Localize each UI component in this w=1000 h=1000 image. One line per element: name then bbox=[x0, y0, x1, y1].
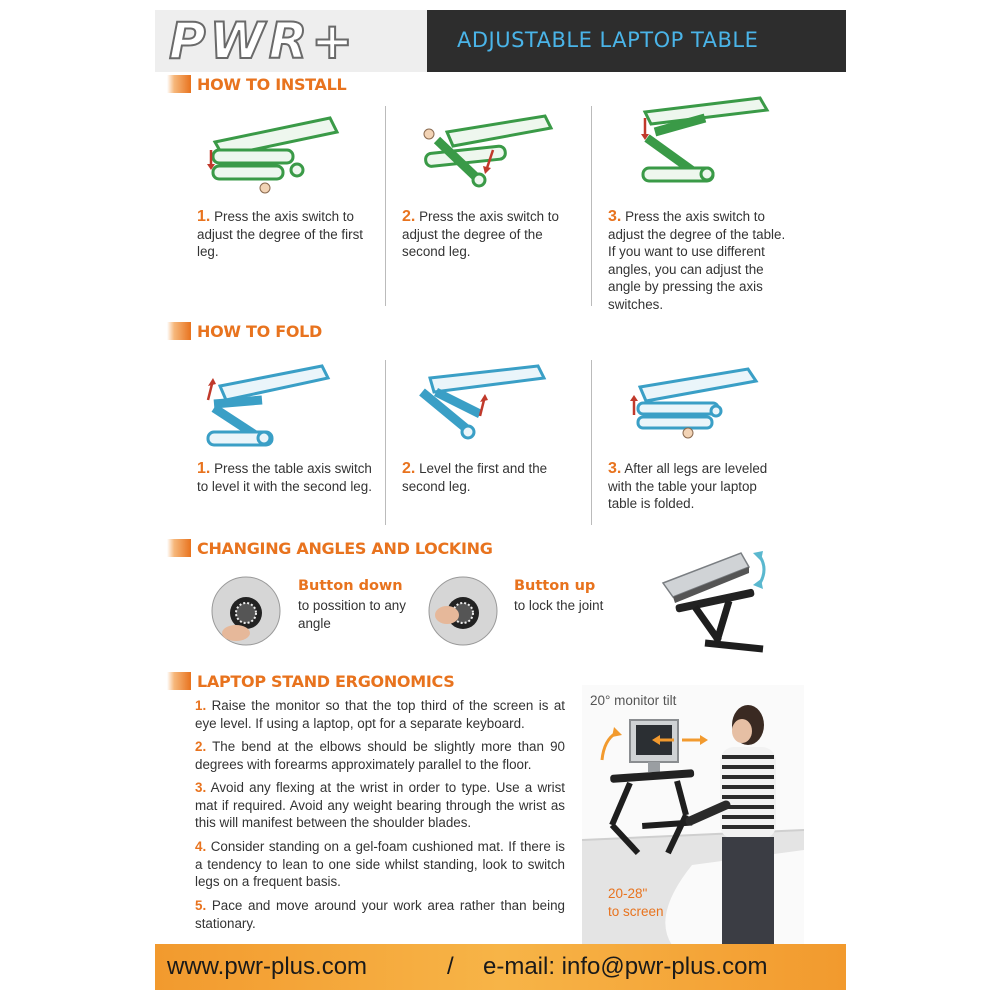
fold-step1-illustration bbox=[200, 360, 340, 455]
heading-bar-icon bbox=[167, 672, 191, 690]
ergonomics-heading-text: LAPTOP STAND ERGONOMICS bbox=[197, 671, 455, 691]
item-number: 5. bbox=[195, 898, 207, 913]
website-link[interactable]: www.pwr-plus.com bbox=[167, 953, 368, 980]
fold-heading bbox=[167, 320, 322, 342]
item-text: Consider standing on a gel-foam cushioned mat. If there is a tendency to lean to one side whilst standing, look to switch legs on a frequent basis. bbox=[195, 839, 565, 889]
fold-step2-illustration bbox=[410, 360, 550, 450]
step-number: 3. bbox=[608, 208, 622, 225]
product-sheet bbox=[155, 10, 846, 990]
arrow-up-icon bbox=[480, 400, 484, 416]
column-divider bbox=[385, 106, 386, 306]
button-down-description: to possition to any angle bbox=[298, 598, 406, 631]
item-text: The bend at the elbows should be slightly more than 90 degrees with forearms approximately parallel to the floor. bbox=[195, 739, 565, 772]
step-number: 2. bbox=[402, 208, 416, 225]
item-number: 3. bbox=[195, 780, 207, 795]
item-text: Avoid any flexing at the wrist in order to type. Use a wrist mat if required. Avoid any weight bearing through the wrist as this will manifest between the shoulder blades. bbox=[195, 780, 565, 830]
fold-heading-text: HOW TO FOLD bbox=[197, 321, 323, 341]
ergonomics-photo bbox=[582, 685, 804, 945]
item-text: Raise the monitor so that the top third of the screen is at eye level. If using a laptop, opt for a separate keyboard. bbox=[195, 698, 565, 731]
distance-label-line2: to screen bbox=[608, 904, 664, 919]
footer-separator: / bbox=[447, 953, 454, 980]
step-number: 1. bbox=[197, 460, 211, 477]
install-heading bbox=[167, 73, 346, 95]
install-step3-illustration bbox=[635, 94, 775, 194]
step-number: 3. bbox=[608, 460, 622, 477]
hand-icon bbox=[424, 129, 434, 139]
button-down-knob-icon bbox=[210, 575, 282, 647]
install-step-1 bbox=[197, 208, 377, 261]
install-step-3 bbox=[608, 208, 788, 313]
heading-bar-icon bbox=[167, 539, 191, 557]
step-text: Press the axis switch to adjust the degree of the table. If you want to use different angles, you can adjust the angle by pressing the axis switches. bbox=[608, 209, 786, 312]
header bbox=[155, 10, 846, 72]
button-down-title: Button down bbox=[298, 578, 403, 594]
logo-panel bbox=[155, 10, 427, 72]
heading-bar-icon bbox=[167, 75, 191, 93]
install-step-2 bbox=[402, 208, 582, 261]
ergonomics-heading bbox=[167, 670, 454, 692]
distance-label-line1: 20-28" bbox=[608, 886, 648, 901]
step-text: After all legs are leveled with the table your laptop table is folded. bbox=[608, 461, 768, 511]
footer-bar bbox=[155, 944, 846, 990]
step-text: Press the axis switch to adjust the degree of the second leg. bbox=[402, 209, 559, 259]
fold-step-3 bbox=[608, 460, 788, 513]
ergonomics-item-5 bbox=[195, 897, 565, 932]
column-divider bbox=[591, 106, 592, 306]
step-text: Press the table axis switch to level it with the second leg. bbox=[197, 461, 372, 494]
button-up-title: Button up bbox=[514, 578, 596, 594]
button-up-description: to lock the joint bbox=[514, 598, 604, 613]
install-step1-illustration bbox=[205, 110, 345, 200]
arrow-up-icon bbox=[208, 384, 212, 400]
hand-icon bbox=[260, 183, 270, 193]
item-text: Pace and move around your work area rather than being stationary. bbox=[195, 898, 565, 931]
install-heading-text: HOW TO INSTALL bbox=[197, 74, 347, 94]
install-step2-illustration bbox=[417, 110, 557, 200]
column-divider bbox=[591, 360, 592, 525]
ergonomics-item-3 bbox=[195, 779, 565, 832]
step-number: 1. bbox=[197, 208, 211, 225]
tilt-label: 20° monitor tilt bbox=[590, 693, 677, 708]
fold-step-2 bbox=[402, 460, 582, 495]
button-up-knob-icon bbox=[427, 575, 499, 647]
email-link[interactable]: e-mail: info@pwr-plus.com bbox=[483, 953, 768, 980]
brand-logo: PWR+ bbox=[169, 12, 358, 70]
fold-step3-illustration bbox=[630, 365, 770, 450]
item-number: 2. bbox=[195, 739, 207, 754]
fold-step-1 bbox=[197, 460, 377, 495]
tilt-arrow-icon bbox=[602, 733, 616, 760]
ergonomics-item-1 bbox=[195, 697, 565, 732]
step-text: Press the axis switch to adjust the degree of the first leg. bbox=[197, 209, 363, 259]
ergonomics-item-2 bbox=[195, 738, 565, 773]
step-number: 2. bbox=[402, 460, 416, 477]
heading-bar-icon bbox=[167, 322, 191, 340]
step-text: Level the first and the second leg. bbox=[402, 461, 548, 494]
item-number: 4. bbox=[195, 839, 207, 854]
angles-heading bbox=[167, 537, 493, 559]
page-title: ADJUSTABLE LAPTOP TABLE bbox=[457, 28, 759, 52]
ergonomics-item-4 bbox=[195, 838, 565, 891]
item-number: 1. bbox=[195, 698, 207, 713]
column-divider bbox=[385, 360, 386, 525]
laptop-table-photo bbox=[645, 545, 785, 660]
hand-icon bbox=[683, 428, 693, 438]
angles-heading-text: CHANGING ANGLES AND LOCKING bbox=[197, 538, 493, 558]
title-panel bbox=[427, 10, 846, 72]
